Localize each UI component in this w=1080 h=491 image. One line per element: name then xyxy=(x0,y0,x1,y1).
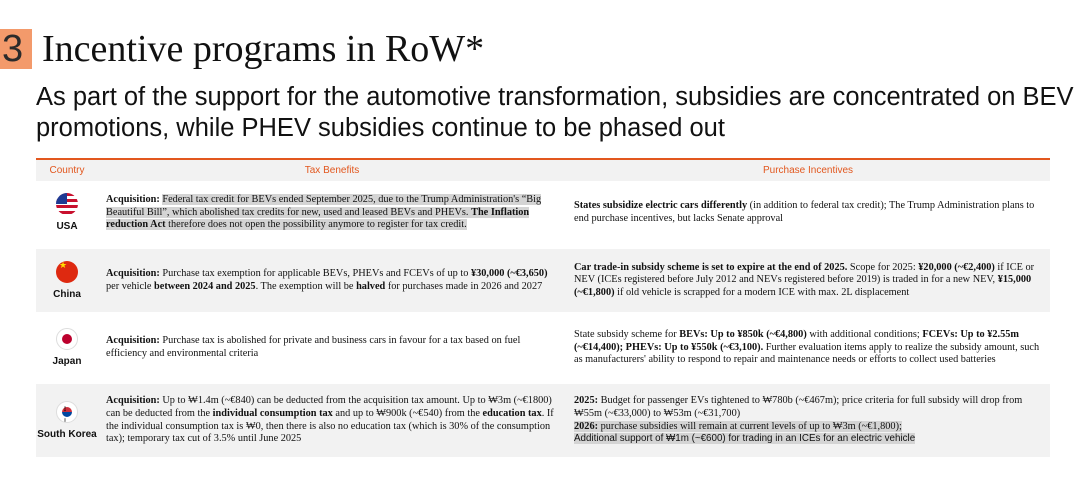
purchase-text: if ICE or NEV (ICEs registered before July 2012 and NEVs registered before 2019) is traded in for a new NEV, xyxy=(574,261,1035,286)
table-row xyxy=(36,384,1050,461)
tax-text: Purchase tax is abolished for private and business cars in favour for a tax based on fuel efficiency and environmental criteria xyxy=(106,335,521,359)
purchase-text-bold: ¥15,000 (~€1,800) xyxy=(574,274,1032,298)
tax-benefits-cell xyxy=(98,384,566,461)
tax-text: therefore does not open the possibility anymore to register for tax credit. xyxy=(168,219,467,231)
country-name: Japan xyxy=(52,356,82,367)
japan-flag-icon xyxy=(56,328,78,350)
table-row xyxy=(36,316,1050,384)
purchase-incentives-cell xyxy=(566,316,1050,384)
label-acquisition: Acquisition: xyxy=(106,395,163,407)
tax-benefits-cell xyxy=(98,181,566,249)
incentives-table xyxy=(36,158,1050,461)
purchase-text-bold: ¥20,000 (~€2,400) xyxy=(918,261,998,273)
table-row xyxy=(36,249,1050,316)
section-number: 3 xyxy=(0,29,32,69)
china-flag-icon xyxy=(56,261,78,283)
tax-text: . If the individual consumption tax is ₩0, then there is also no education tax (which is 30% of the consumption tax); temporary tax cut of 3.5% until June 2025 xyxy=(106,407,554,445)
tax-benefits-cell xyxy=(98,316,566,384)
tax-text: for purchases made in 2026 and 2027 xyxy=(387,280,543,292)
label-acquisition: Acquisition: xyxy=(106,194,163,206)
purchase-text: Further evaluation items apply to realize the subsidy amount, such as manufacturers' ability to respond to repair and maintenance needs or efforts to collect used batteries xyxy=(574,341,1040,366)
purchase-text-bold: Car trade-in subsidy scheme is set to expire at the end of 2025. xyxy=(574,261,850,273)
country-name: China xyxy=(53,288,81,300)
purchase-text: if old vehicle is scrapped for a modern ICE with max. 2L displacement xyxy=(617,286,910,298)
tax-text-bold: ¥30,000 (~€3,650) xyxy=(470,267,548,279)
south-korea-flag-icon xyxy=(56,401,78,423)
purchase-text: Scope for 2025: xyxy=(849,261,919,273)
tax-text-bold: individual consumption tax xyxy=(212,407,336,419)
tax-text-bold: between 2024 and 2025 xyxy=(154,280,256,292)
purchase-incentives-cell xyxy=(566,384,1050,461)
purchase-text-bold: FCEVs: Up to ¥2.55m (~€14,400); PHEVs: Up to ¥550k (~€3,100). xyxy=(574,329,1019,353)
tax-text-bold: halved xyxy=(356,280,388,292)
header-country: Country xyxy=(36,158,98,181)
tax-text: . The exemption will be xyxy=(255,280,357,292)
purchase-text: State subsidy scheme for xyxy=(574,329,680,341)
page-subtitle: As part of the support for the automotive transformation, subsidies are concentrated on BEV promotions, while PHEV subsidies continue to be phased out xyxy=(36,83,1074,142)
purchase-text: purchase subsidies will remain at current levels of up to ₩3m (~€1,800); xyxy=(600,420,902,432)
us-flag-icon xyxy=(56,193,78,215)
purchase-text: Additional support of ₩1m (~€600) for trading in an ICEs for an electric vehicle xyxy=(574,433,916,445)
header-purchase-incentives: Purchase Incentives xyxy=(566,158,1050,181)
purchase-incentives-cell xyxy=(566,181,1050,249)
country-cell xyxy=(36,316,98,384)
table-row xyxy=(36,181,1050,249)
country-cell xyxy=(36,181,98,249)
purchase-incentives-cell xyxy=(566,249,1050,316)
country-cell xyxy=(36,384,98,461)
purchase-text: (in addition to federal tax credit); The Trump Administration plans to end purchase incentives, but lacks Senate approval xyxy=(574,200,1035,224)
purchase-text-bold: States subsidize electric cars differently xyxy=(574,200,750,212)
purchase-text: with additional conditions; xyxy=(809,329,923,341)
tax-text-bold: The Inflation reduction Act xyxy=(106,206,530,231)
label-acquisition: Acquisition: xyxy=(106,335,163,347)
tax-text: and up to ₩900k (~€540) from the xyxy=(335,407,483,419)
label-acquisition: Acquisition: xyxy=(106,267,163,279)
purchase-text-bold: 2025: xyxy=(574,395,601,407)
tax-text: Purchase tax exemption for applicable BEVs, PHEVs and FCEVs of up to xyxy=(162,267,471,279)
tax-text: per vehicle xyxy=(106,280,155,292)
page-title: Incentive programs in RoW* xyxy=(42,28,485,70)
country-name: South Korea xyxy=(37,428,97,440)
tax-benefits-cell xyxy=(98,249,566,316)
purchase-text-bold: BEVs: Up to ¥850k (~€4,800) xyxy=(679,329,810,341)
purchase-text-bold: 2026: xyxy=(574,420,601,432)
country-name: USA xyxy=(56,221,78,232)
purchase-text: Budget for passenger EVs tightened to ₩780b (~€467m); price criteria for full subsidy will drop from ₩55m (~€33,000) to ₩53m (~€31,700) xyxy=(574,395,1023,419)
header-tax-benefits: Tax Benefits xyxy=(98,158,566,181)
tax-text: Up to ₩1.4m (~€840) can be deducted from the acquisition tax amount. Up to ₩3m (~€1800) can be deducted from the xyxy=(106,395,552,419)
tax-text: Federal tax credit for BEVs ended September 2025, due to the Trump Administration's “Big Beautiful Bill”, which abolished tax credits for new, used and leased BEVs and PHEVs. xyxy=(106,194,542,218)
tax-text-bold: education tax xyxy=(482,407,542,419)
table-header-row xyxy=(36,158,1050,181)
country-cell xyxy=(36,249,98,316)
